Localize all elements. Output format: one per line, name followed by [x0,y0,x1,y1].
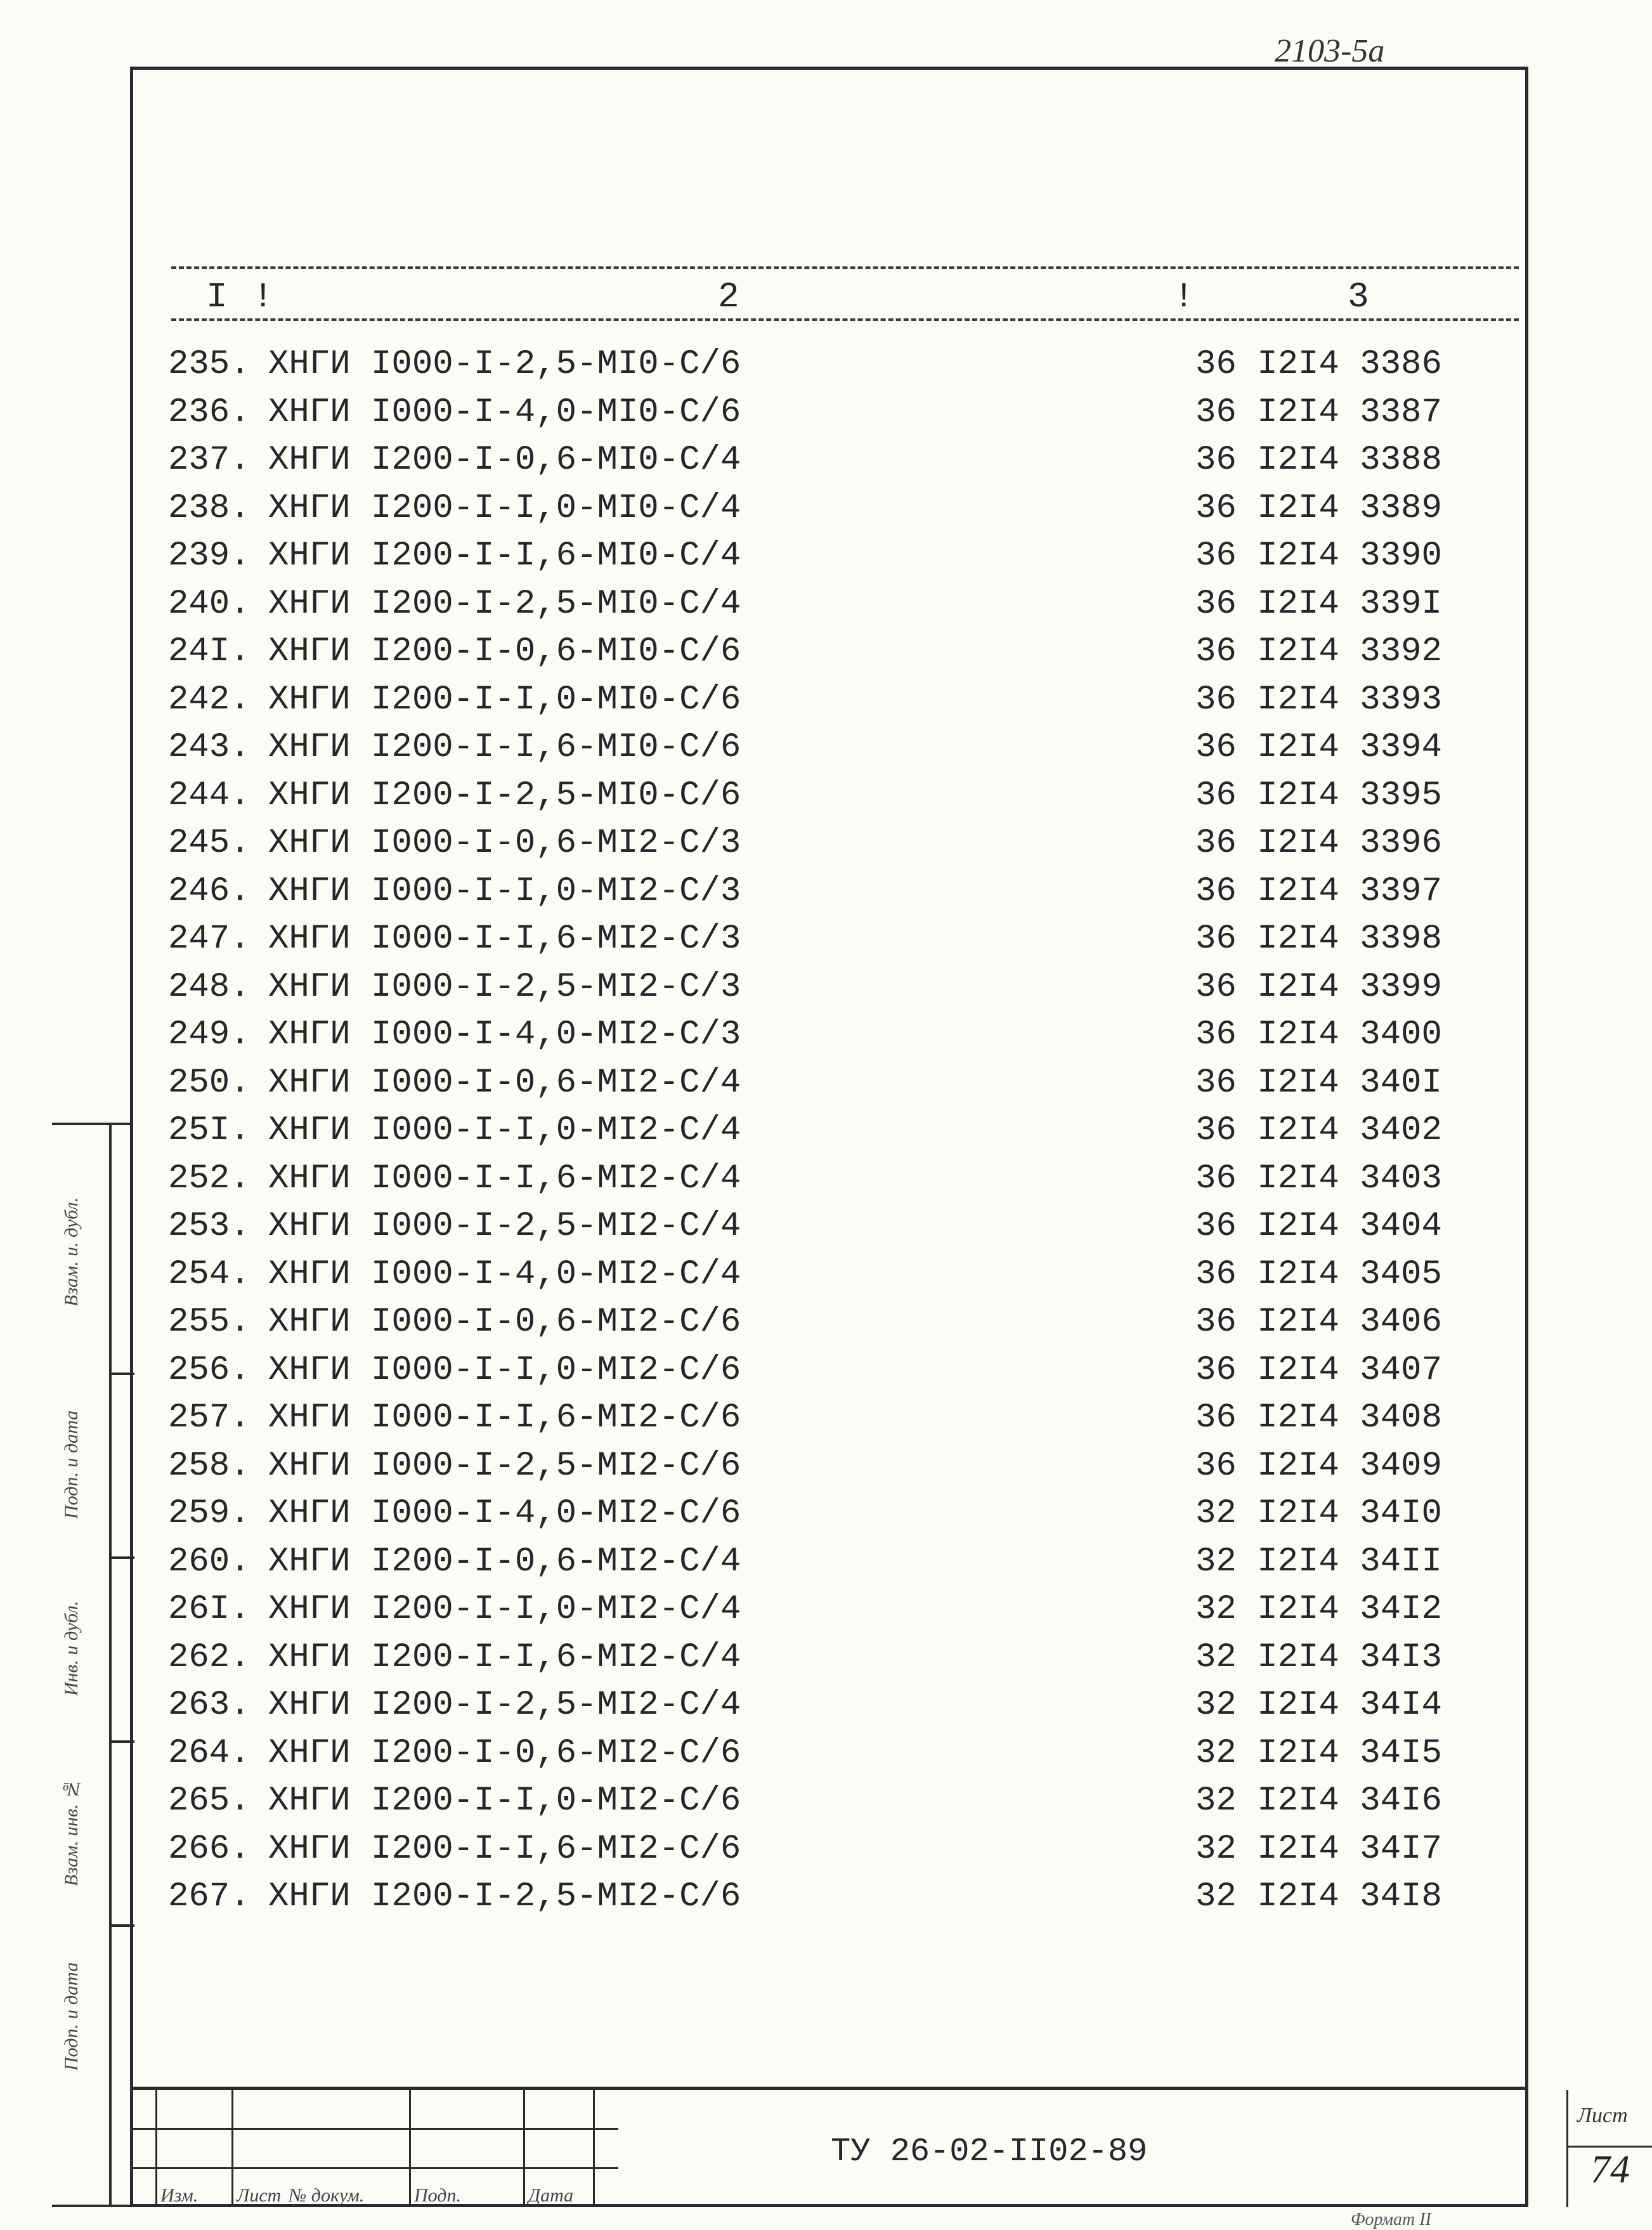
row-designation: ХНГИ I000-I-2,5-МI0-С/6 [268,345,741,384]
row-number: 237. [168,441,250,479]
row-code: 36 I2I4 3393 [1195,680,1442,719]
title-block-divider [523,2090,525,2207]
row-code: 32 I2I4 34I4 [1195,1686,1442,1725]
row-number: 247. [168,920,250,958]
row-number: 239. [168,537,250,575]
row-code: 36 I2I4 3398 [1195,920,1442,958]
row-designation: ХНГИ I200-I-2,5-МI0-С/4 [268,584,741,623]
row-number: 238. [168,488,250,528]
row-designation: ХНГИ I200-I-0,6-МI0-С/6 [268,632,741,671]
row-code: 32 I2I4 34I6 [1195,1782,1442,1820]
side-divider [109,1125,112,2205]
side-label: Подп. и дата [61,1962,82,2071]
row-code: 36 I2I4 3409 [1195,1446,1442,1485]
row-code: 36 I2I4 3402 [1195,1111,1442,1150]
row-designation: ХНГИ I200-I-2,5-МI2-С/6 [268,1877,741,1916]
row-designation: ХНГИ I000-I-0,6-МI2-С/3 [268,824,741,863]
side-separator [109,1556,134,1559]
title-block-caption: Лист [237,2185,282,2206]
side-label: Взам. и. дубл. [61,1197,82,1307]
row-designation: ХНГИ I000-I-4,0-МI2-С/3 [268,1015,741,1054]
row-designation: ХНГИ I000-I-0,6-МI2-С/6 [268,1303,741,1341]
row-number: 263. [168,1686,250,1725]
row-number: 255. [168,1303,250,1341]
row-designation: ХНГИ I200-I-0,6-МI2-С/4 [268,1542,741,1581]
row-code: 36 I2I4 3403 [1195,1159,1442,1198]
sheet-label: Лист [1577,2104,1628,2127]
row-code: 36 I2I4 3406 [1195,1303,1442,1341]
row-designation: ХНГИ I200-I-I,0-МI0-С/6 [268,680,741,719]
row-number: 253. [168,1207,250,1246]
row-code: 36 I2I4 3397 [1195,871,1442,911]
row-number: 259. [168,1494,250,1533]
row-number: 242. [168,680,250,719]
footer-note: Формат II [1351,2210,1431,2229]
side-separator [109,1924,134,1927]
row-code: 36 I2I4 3389 [1195,488,1442,528]
column-separator: ! [252,277,274,317]
row-code: 36 I2I4 3396 [1195,824,1442,863]
row-designation: ХНГИ I200-I-I,6-МI0-С/6 [268,728,741,767]
row-designation: ХНГИ I200-I-I,0-МI2-С/6 [268,1782,741,1820]
row-code: 32 I2I4 34II [1195,1542,1442,1581]
side-stamp [52,1123,133,2207]
column-separator: ! [1173,277,1195,317]
row-code: 32 I2I4 34I8 [1195,1877,1442,1916]
row-number: 244. [168,776,250,815]
row-code: 36 I2I4 3386 [1195,345,1442,384]
row-designation: ХНГИ I200-I-I,6-МI2-С/4 [268,1638,741,1677]
header-rule-top [171,266,1519,269]
column-header-1: I [206,277,228,317]
row-number: 25I. [168,1111,250,1150]
row-designation: ХНГИ I000-I-2,5-МI2-С/6 [268,1446,741,1485]
row-number: 254. [168,1255,250,1294]
row-code: 36 I2I4 3400 [1195,1015,1442,1054]
row-code: 36 I2I4 339I [1195,584,1442,623]
row-code: 36 I2I4 3407 [1195,1350,1442,1390]
row-designation: ХНГИ I200-I-I,0-МI2-С/4 [268,1590,741,1629]
row-designation: ХНГИ I000-I-2,5-МI2-С/4 [268,1207,741,1246]
side-label: Взам. инв. № [61,1778,82,1887]
row-designation: ХНГИ I000-I-2,5-МI2-С/3 [268,967,741,1007]
row-designation: ХНГИ I000-I-I,0-МI2-С/4 [268,1111,741,1150]
row-code: 32 I2I4 34I5 [1195,1733,1442,1773]
row-number: 260. [168,1542,250,1581]
column-header-3: 3 [1348,277,1369,317]
row-code: 32 I2I4 34I2 [1195,1590,1442,1629]
sheet-number: 74 [1568,2146,1652,2193]
column-header-2: 2 [718,277,739,317]
row-designation: ХНГИ I200-I-I,0-МI0-С/4 [268,488,741,528]
row-designation: ХНГИ I200-I-0,6-МI0-С/4 [268,441,741,479]
row-number: 243. [168,728,250,767]
row-number: 245. [168,824,250,863]
row-number: 248. [168,967,250,1007]
row-code: 36 I2I4 3394 [1195,728,1442,767]
corner-code: 2103-5а [1275,35,1421,70]
title-block-caption: Подп. [414,2185,461,2206]
row-code: 32 I2I4 34I3 [1195,1638,1442,1677]
row-designation: ХНГИ I200-I-2,5-МI2-С/4 [268,1686,741,1725]
row-code: 36 I2I4 3399 [1195,967,1442,1007]
row-number: 240. [168,584,250,623]
row-number: 266. [168,1829,250,1868]
row-designation: ХНГИ I000-I-4,0-МI0-С/6 [268,393,741,432]
row-designation: ХНГИ I000-I-I,0-МI2-С/3 [268,871,741,911]
row-number: 257. [168,1399,250,1437]
row-number: 258. [168,1446,250,1485]
side-label: Подп. и дата [61,1410,82,1519]
row-code: 36 I2I4 3404 [1195,1207,1442,1246]
title-block-line [130,2167,618,2169]
title-block-divider [593,2090,595,2207]
title-block [130,2087,1630,2207]
row-number: 265. [168,1782,250,1820]
row-code: 36 I2I4 3387 [1195,393,1442,432]
row-designation: ХНГИ I000-I-I,6-МI2-С/3 [268,920,741,958]
row-code: 36 I2I4 3388 [1195,441,1442,479]
row-code: 36 I2I4 3392 [1195,632,1442,671]
row-designation: ХНГИ I000-I-I,0-МI2-С/6 [268,1350,741,1390]
row-code: 36 I2I4 3408 [1195,1399,1442,1437]
row-code: 32 I2I4 34I0 [1195,1494,1442,1533]
header-rule-bottom [171,318,1519,321]
title-block-divider [409,2090,411,2207]
row-code: 32 I2I4 34I7 [1195,1829,1442,1868]
document-code: ТУ 26-02-II02-89 [831,2133,1148,2170]
title-block-caption: Дата [528,2185,574,2206]
row-designation: ХНГИ I200-I-0,6-МI2-С/6 [268,1733,741,1773]
sheet-box [1566,2090,1652,2207]
title-block-divider [231,2090,233,2207]
row-number: 235. [168,345,250,384]
side-separator [109,1373,134,1375]
row-number: 267. [168,1877,250,1916]
row-designation: ХНГИ I200-I-I,6-МI2-С/6 [268,1829,741,1868]
row-designation: ХНГИ I000-I-4,0-МI2-С/4 [268,1255,741,1294]
row-designation: ХНГИ I000-I-0,6-МI2-С/4 [268,1063,741,1102]
row-designation: ХНГИ I000-I-4,0-МI2-С/6 [268,1494,741,1533]
row-number: 236. [168,393,250,432]
row-code: 36 I2I4 340I [1195,1063,1442,1102]
row-number: 24I. [168,632,250,671]
row-code: 36 I2I4 3390 [1195,537,1442,575]
row-designation: ХНГИ I000-I-I,6-МI2-С/4 [268,1159,741,1198]
row-designation: ХНГИ I200-I-I,6-МI0-С/4 [268,537,741,575]
row-code: 36 I2I4 3405 [1195,1255,1442,1294]
side-label: Инв. и дубл. [61,1600,82,1697]
title-block-caption: Изм. [160,2185,198,2206]
row-number: 246. [168,871,250,911]
title-block-caption: № докум. [289,2185,365,2206]
row-number: 26I. [168,1590,250,1629]
row-number: 262. [168,1638,250,1677]
title-block-divider [155,2090,157,2207]
side-separator [109,1740,134,1743]
row-number: 256. [168,1350,250,1390]
row-designation: ХНГИ I000-I-I,6-МI2-С/6 [268,1399,741,1437]
row-number: 264. [168,1733,250,1773]
row-number: 252. [168,1159,250,1198]
row-designation: ХНГИ I200-I-2,5-МI0-С/6 [268,776,741,815]
title-block-line [130,2128,618,2130]
row-number: 249. [168,1015,250,1054]
row-number: 250. [168,1063,250,1102]
row-code: 36 I2I4 3395 [1195,776,1442,815]
